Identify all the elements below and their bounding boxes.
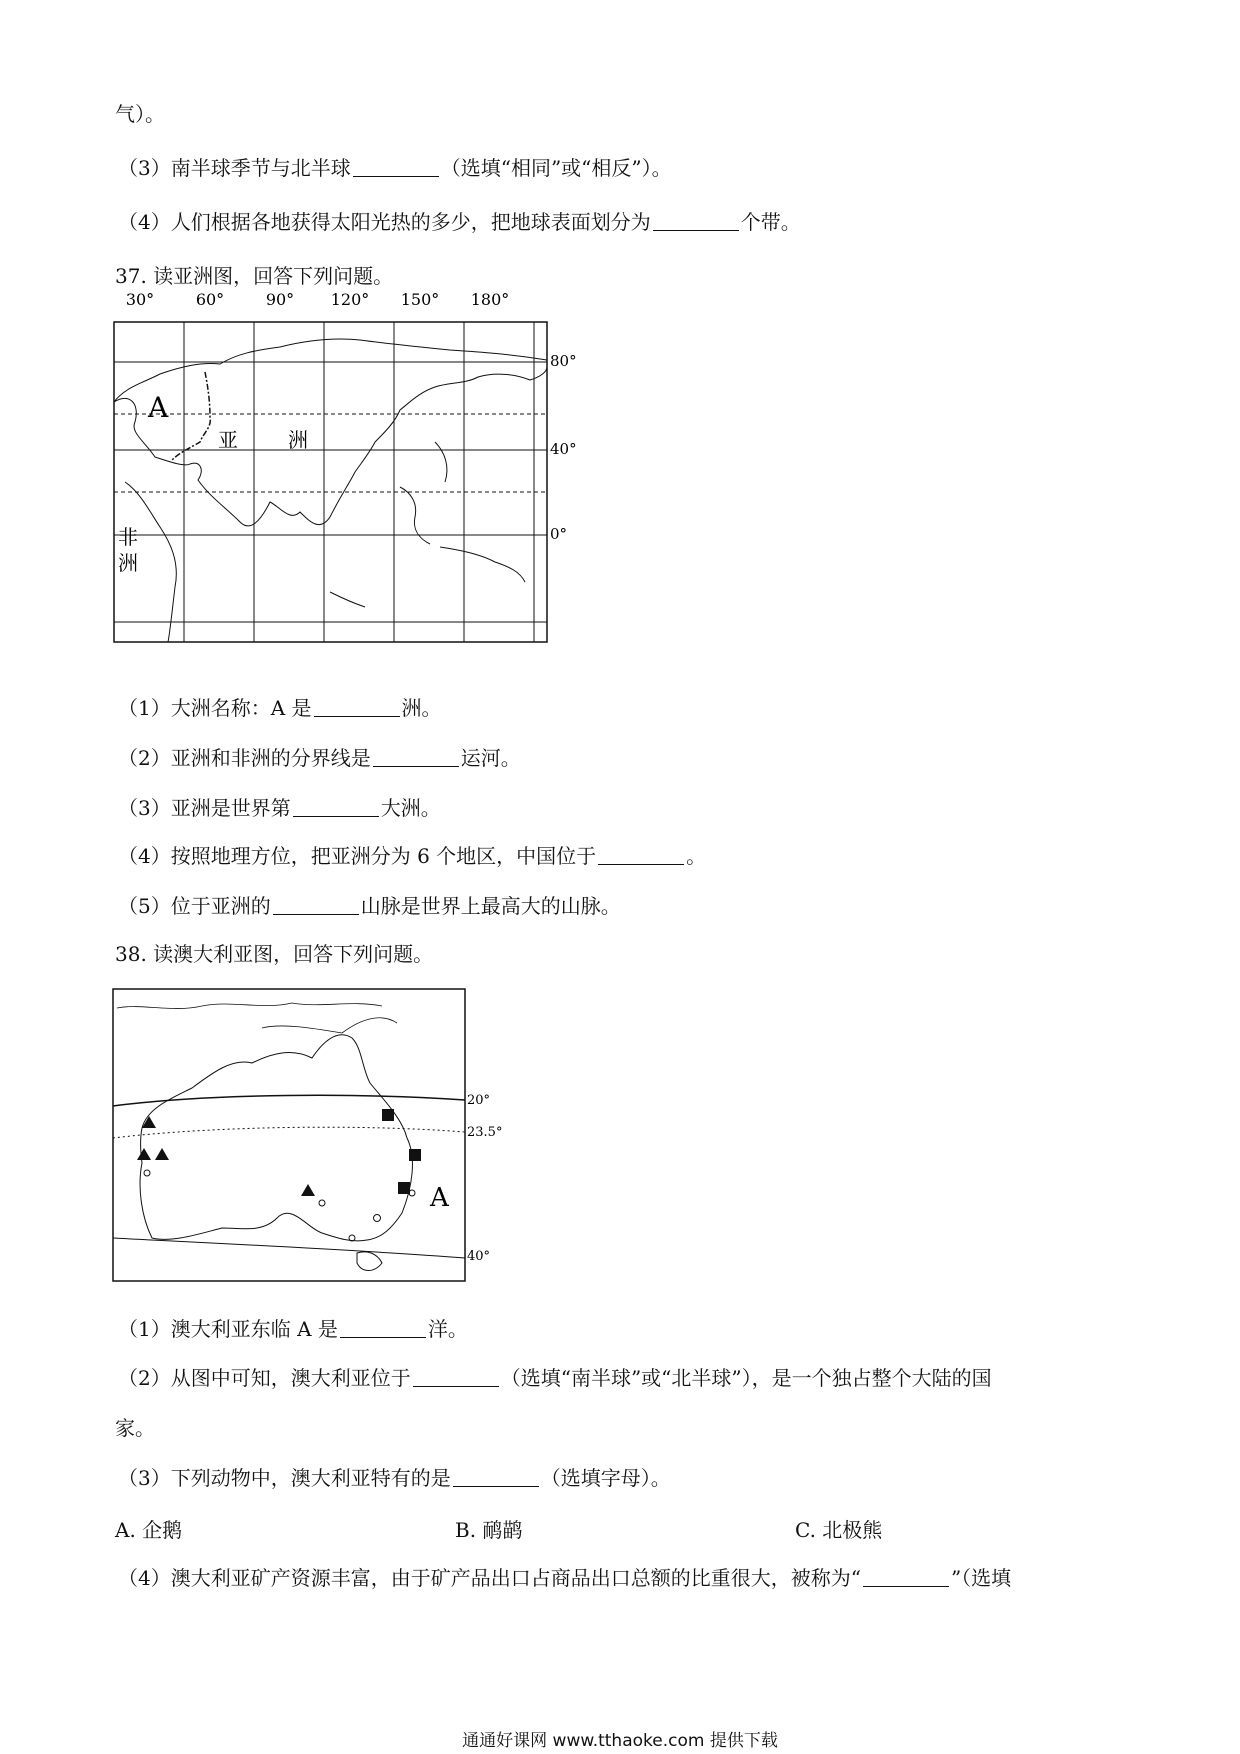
coastline xyxy=(357,1252,382,1271)
question-38-1: （1）澳大利亚东临 A 是 洋。 xyxy=(118,1317,468,1341)
question-37-1: （1）大洲名称：A 是 洲。 xyxy=(118,696,442,720)
answer-blank[interactable] xyxy=(353,156,439,177)
question-38-2: （2）从图中可知，澳大利亚位于 （选填“南半球”或“北半球”），是一个独占整个大陆的国 xyxy=(118,1366,992,1390)
question-37-3: （3）亚洲是世界第 大洲。 xyxy=(118,796,441,820)
lat-line xyxy=(113,1095,465,1106)
answer-blank[interactable] xyxy=(314,696,400,717)
asia-europe-boundary xyxy=(172,372,210,460)
lat-line xyxy=(113,1238,465,1258)
choice-c[interactable]: C. 北极熊 xyxy=(795,1518,883,1542)
page-footer: 通通好课网 www.tthaoke.com 提供下载 xyxy=(462,1731,778,1751)
choice-b[interactable]: B. 鸸鹋 xyxy=(455,1518,523,1542)
graticule xyxy=(114,322,547,642)
answer-blank[interactable] xyxy=(373,746,459,767)
text-line: 家。 xyxy=(115,1416,155,1440)
question-37-title: 37. 读亚洲图，回答下列问题。 xyxy=(115,264,394,288)
coastline xyxy=(262,1018,397,1033)
lat-label: 40° xyxy=(550,440,577,458)
answer-blank[interactable] xyxy=(653,210,739,231)
coastline xyxy=(114,339,547,642)
map-label-A: A xyxy=(430,1183,449,1213)
question-38-3: （3）下列动物中，澳大利亚特有的是 （选填字母）。 xyxy=(118,1466,671,1490)
lon-label: 150° xyxy=(400,290,440,309)
map-label-A: A xyxy=(148,391,169,424)
answer-blank[interactable] xyxy=(413,1366,499,1387)
answer-blank[interactable] xyxy=(293,796,379,817)
answer-blank[interactable] xyxy=(453,1466,539,1487)
lon-label: 90° xyxy=(265,290,295,309)
lat-line xyxy=(113,1127,465,1138)
lat-label: 40° xyxy=(467,1249,491,1264)
lat-label: 23.5° xyxy=(467,1125,503,1140)
map-label-africa: 非 xyxy=(118,525,138,549)
lon-label: 120° xyxy=(330,290,370,309)
question-36-4: （4）人们根据各地获得太阳光热的多少，把地球表面划分为 个带。 xyxy=(118,210,801,234)
lat-label: 80° xyxy=(550,352,577,370)
text-line: 气）。 xyxy=(115,102,165,126)
lat-label: 0° xyxy=(550,525,568,543)
answer-blank[interactable] xyxy=(273,894,359,915)
lat-label: 20° xyxy=(467,1093,491,1108)
question-38-4: （4）澳大利亚矿产资源丰富，由于矿产品出口占商品出口总额的比重很大，被称为“ ”（选填 xyxy=(118,1566,1012,1590)
answer-blank[interactable] xyxy=(863,1566,949,1587)
lon-label: 180° xyxy=(470,290,510,309)
coastline xyxy=(117,1003,382,1009)
tropic-lines xyxy=(114,414,547,492)
australia-map xyxy=(112,988,503,1283)
question-37-2: （2）亚洲和非洲的分界线是 运河。 xyxy=(118,746,521,770)
choice-a[interactable]: A. 企鹅 xyxy=(115,1518,183,1542)
lon-label: 60° xyxy=(195,290,225,309)
question-36-3: （3）南半球季节与北半球 （选填“相同”或“相反”）。 xyxy=(118,156,672,180)
map-label-asia: 亚 xyxy=(218,428,238,452)
lon-label: 30° xyxy=(125,290,155,309)
map-label-africa: 洲 xyxy=(118,551,138,575)
map-frame xyxy=(113,989,465,1281)
asia-map xyxy=(100,292,580,652)
question-37-4: （4）按照地理方位，把亚洲分为 6 个地区，中国位于 。 xyxy=(118,844,707,868)
question-38-title: 38. 读澳大利亚图，回答下列问题。 xyxy=(115,942,434,966)
answer-blank[interactable] xyxy=(598,844,684,865)
map-frame xyxy=(114,322,547,642)
coastline xyxy=(140,1035,412,1241)
question-37-5: （5）位于亚洲的 山脉是世界上最高大的山脉。 xyxy=(118,894,621,918)
answer-blank[interactable] xyxy=(340,1317,426,1338)
map-label-asia: 洲 xyxy=(288,428,308,452)
city-markers xyxy=(144,1170,415,1241)
mineral-squares xyxy=(382,1109,421,1194)
mineral-triangles xyxy=(137,1116,315,1196)
